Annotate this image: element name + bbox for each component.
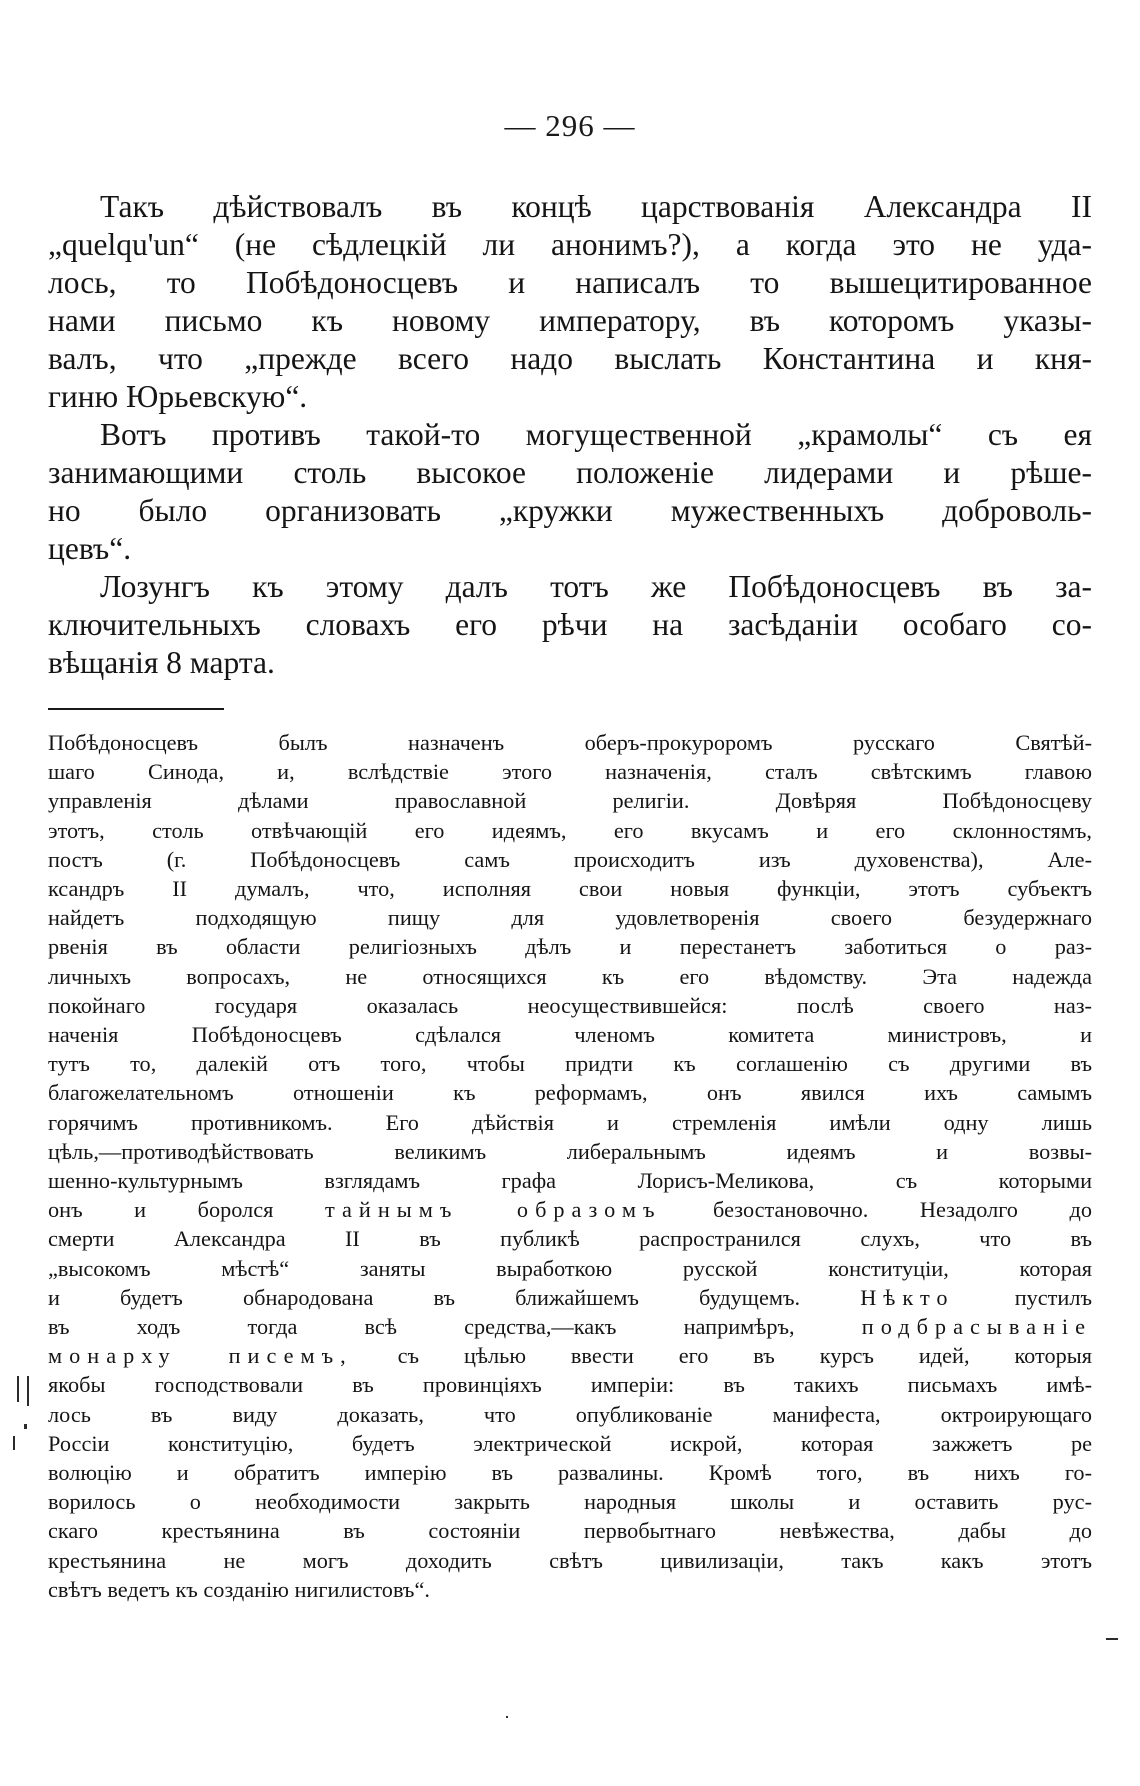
footnote-line: „высокомъ мѣстѣ“ заняты выработкою русской конституціи, которая (48, 1255, 1092, 1281)
footnote (48, 728, 1092, 1604)
footnote-line: лось въ виду доказать, что опубликованіе манифеста, октроирующаго (48, 1401, 1092, 1427)
footnote-line: скаго крестьянина въ состояніи первобытнаго невѣжества, дабы до (48, 1518, 1092, 1544)
margin-mark (17, 1376, 19, 1402)
spaced-after: съ цѣлью ввести его въ курсъ идей, которыя (352, 1343, 1092, 1369)
text-line: валъ, что „прежде всего надо выслать Константина и кня- (48, 341, 1092, 376)
text-line: но было организовать „кружки мужественныхъ доброволь- (48, 493, 1092, 528)
footnote-line: Россіи конституцію, будетъ электрической искрой, которая зажжетъ ре (48, 1430, 1092, 1456)
text-line: цевъ“. (48, 531, 132, 566)
footnote-line: покойнаго государя оказалась неосуществившейся: послѣ своего наз- (48, 992, 1092, 1018)
spaced-emphasis: Нѣкто (860, 1284, 955, 1310)
footnote-line: свѣтъ ведетъ къ созданію нигилистовъ“. (48, 1576, 430, 1602)
footnote-line: рвенія въ области религіозныхъ дѣлъ и перестанетъ заботиться о раз- (48, 934, 1092, 960)
paragraph-2 (48, 416, 1092, 568)
footnote-line: Побѣдоносцевъ былъ назначенъ оберъ-прокуроромъ русскаго Святѣй- (48, 730, 1092, 755)
spaced-after: безостановочно. Незадолго до (661, 1197, 1092, 1223)
footnote-line: постъ (г. Побѣдоносцевъ самъ происходитъ изъ духовенства), Але- (48, 846, 1092, 872)
spaced-emphasis: подбрасываніе (861, 1314, 1092, 1340)
footnote-line: этотъ, столь отвѣчающій его идеямъ, его вкусамъ и его склонностямъ, (48, 817, 1092, 843)
footnote-line: благожелательномъ отношеніи къ реформамъ, онъ явился ихъ самымъ (48, 1080, 1092, 1106)
footnote-line: наченія Побѣдоносцевъ сдѣлался членомъ комитета министровъ, и (48, 1022, 1092, 1048)
footnote-line-spaced (48, 1283, 1092, 1312)
spaced-before: и будетъ обнародована въ ближайшемъ будущемъ. (48, 1284, 861, 1310)
footnote-line: личныхъ вопросахъ, не относящихся къ его вѣдомству. Эта надежда (48, 963, 1092, 989)
footnote-line: якобы господствовали въ провинціяхъ имперіи: въ такихъ письмахъ имѣ- (48, 1372, 1092, 1398)
footnote-line: управленія дѣлами православной религіи. Довѣряя Побѣдоносцеву (48, 788, 1092, 814)
footnote-line: горячимъ противникомъ. Его дѣйствія и стремленія имѣли одну лишь (48, 1109, 1092, 1135)
margin-mark (24, 1424, 27, 1429)
main-text (48, 188, 1092, 682)
page-number: — 296 — (504, 108, 636, 143)
spaced-before: въ ходъ тогда всѣ средства,—какъ напримѣръ, (48, 1314, 862, 1340)
footnote-line: смерти Александра II въ публикѣ распространился слухъ, что въ (48, 1226, 1092, 1252)
text-line: Такъ дѣйствовалъ въ концѣ царствованія Александра II (100, 189, 1092, 224)
footnote-line: крестьянина не могъ доходить свѣтъ цивилизаціи, такъ какъ этотъ (48, 1547, 1092, 1573)
spaced-emphasis: монарху писемъ, (48, 1343, 353, 1369)
paragraph-3 (48, 568, 1092, 682)
footnote-line-spaced (48, 1312, 1092, 1341)
text-line: лось, то Побѣдоносцевъ и написалъ то вышецитированное (48, 265, 1092, 300)
footnote-line: волюцію и обратитъ имперію въ развалины. Кромѣ того, въ нихъ го- (48, 1460, 1092, 1486)
footnote-line: шаго Синода, и, вслѣдствіе этого назначенія, сталъ свѣтскимъ главою (48, 759, 1092, 785)
footnote-line-spaced (48, 1341, 1092, 1370)
text-line: нами письмо къ новому императору, въ которомъ указы- (48, 303, 1092, 338)
spaced-emphasis: тайнымъ образомъ (324, 1197, 662, 1223)
text-line: Вотъ противъ такой-то могущественной „крамолы“ съ ея (100, 417, 1092, 452)
margin-mark (13, 1436, 15, 1450)
footnote-line: найдетъ подходящую пищу для удовлетворенія своего безудержнаго (48, 905, 1092, 931)
footnote-line: тутъ то, далекій отъ того, чтобы придти къ соглашенію съ другими въ (48, 1051, 1092, 1077)
text-line: вѣщанія 8 марта. (48, 645, 275, 680)
footnote-line: ксандръ II думалъ, что, исполняя свои новыя функціи, этотъ субъектъ (48, 876, 1092, 902)
paper-speck (506, 1716, 508, 1718)
text-line: гиню Юрьевскую“. (48, 379, 308, 414)
footnote-line: шенно-культурнымъ взглядамъ графа Лорисъ-Меликова, съ которыми (48, 1168, 1092, 1194)
paragraph-1 (48, 188, 1092, 416)
footnote-line: цѣль,—противодѣйствовать великимъ либеральнымъ идеямъ и возвы- (48, 1138, 1092, 1164)
margin-mark (1106, 1638, 1118, 1640)
footnote-line-spaced (48, 1195, 1092, 1224)
footnote-separator (48, 708, 224, 710)
footnote-line: ворилось о необходимости закрыть народныя школы и оставить рус- (48, 1489, 1092, 1515)
text-line: занимающими столь высокое положеніе лидерами и рѣше- (48, 455, 1092, 490)
text-line: Лозунгъ къ этому далъ тотъ же Побѣдоносцевъ въ за- (100, 569, 1092, 604)
spaced-after: пустилъ (954, 1284, 1093, 1310)
text-line: „quelqu'un“ (не сѣдлецкій ли анонимъ?), а когда это не уда- (48, 227, 1092, 262)
text-line: ключительныхъ словахъ его рѣчи на засѣданіи особаго со- (48, 607, 1092, 642)
margin-mark (27, 1376, 29, 1406)
spaced-before: онъ и боролся (48, 1197, 325, 1223)
